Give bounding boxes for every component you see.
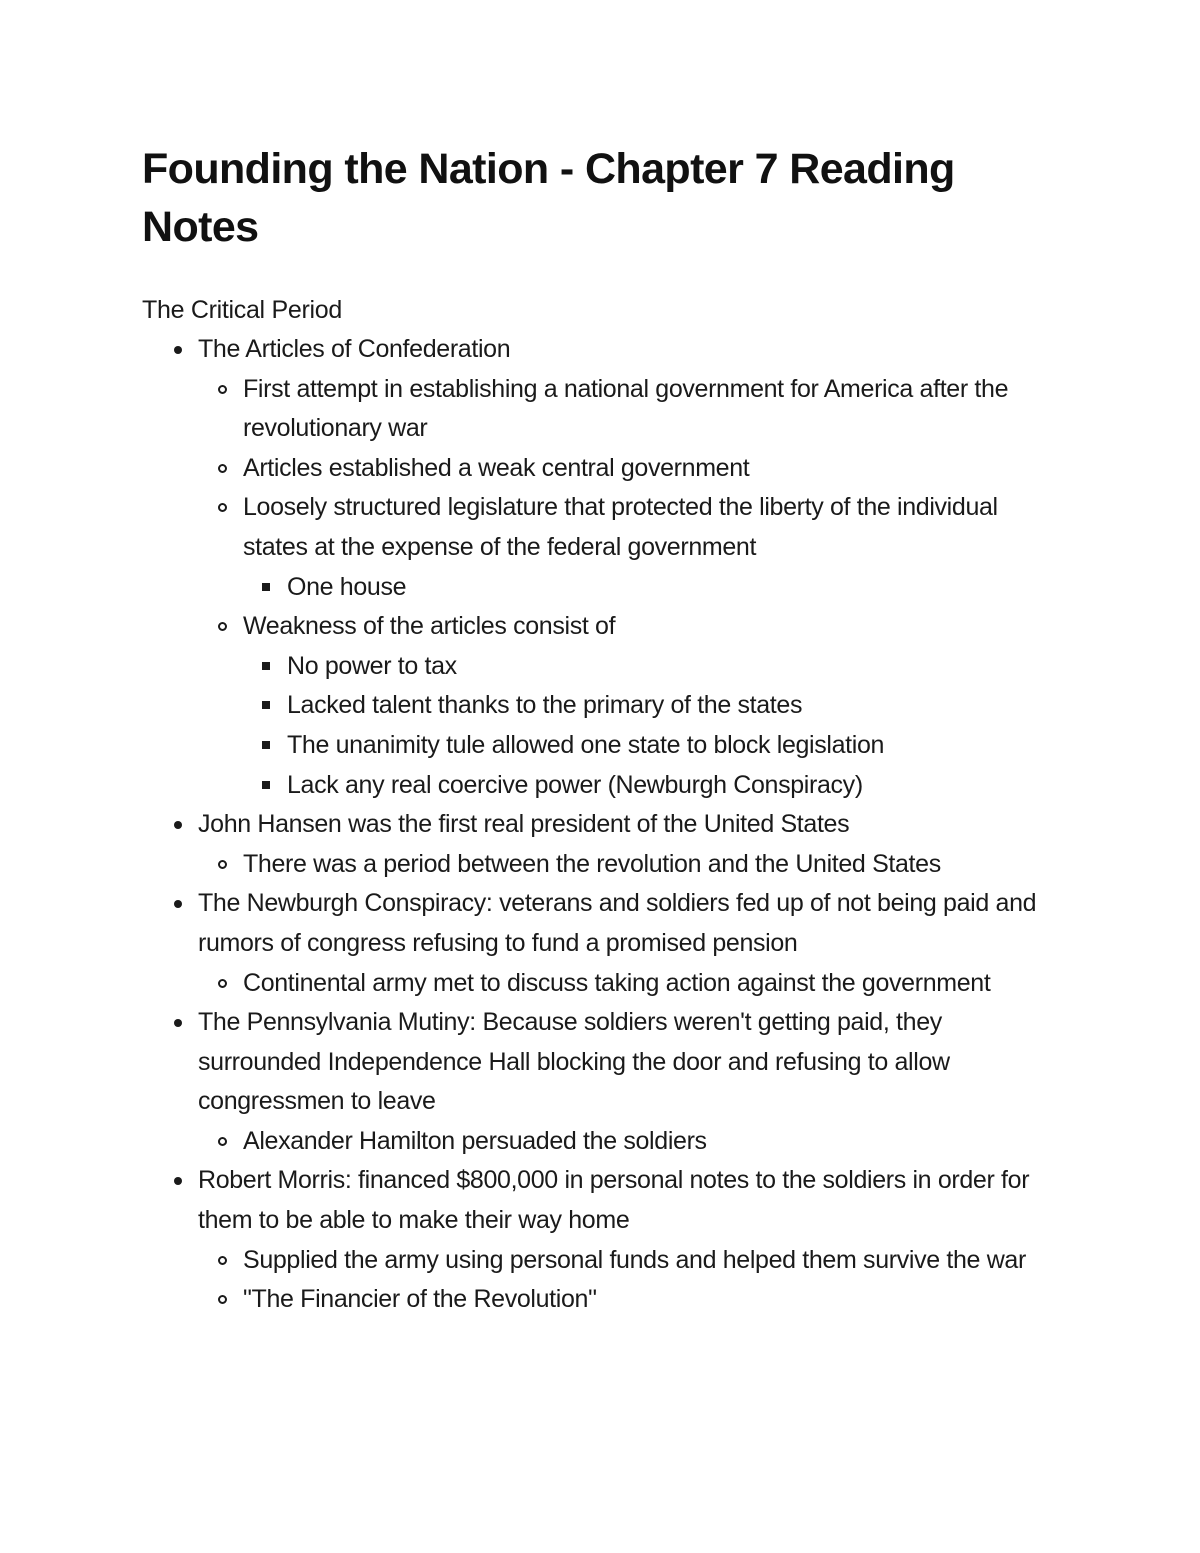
document-title: Founding the Nation - Chapter 7 Reading Notes [142, 145, 955, 251]
bullet-disc-icon [174, 1177, 182, 1185]
list-item-text: One house [287, 572, 407, 601]
list-item [198, 884, 1058, 963]
list-item [243, 607, 1058, 647]
list-item-text: Articles established a weak central government [243, 453, 750, 482]
list-item [243, 1122, 1058, 1162]
list-item-text: "The Financier of the Revolution" [243, 1285, 597, 1314]
list-item-text: Loosely structured legislature that protected the liberty of the individual states at the expense of the federal government [243, 493, 998, 561]
list-item [287, 568, 1057, 608]
list-item [198, 330, 1058, 370]
bullet-circle-icon [218, 979, 227, 988]
bullet-circle-icon [218, 503, 227, 512]
bullet-square-icon [262, 662, 270, 670]
list-item [243, 488, 1058, 567]
bullet-disc-icon [174, 1019, 182, 1027]
list-item-text: The Pennsylvania Mutiny: Because soldiers weren't getting paid, they surrounded Independence Hall blocking the door and refusing to allow congressmen to leave [198, 1008, 950, 1116]
document-page [142, 140, 1062, 1320]
list-item-text: Robert Morris: financed $800,000 in personal notes to the soldiers in order for them to be able to make their way home [198, 1166, 1030, 1235]
list-item [198, 1003, 1058, 1122]
list-item-text: First attempt in establishing a national government for America after the revolutionary war [243, 374, 1009, 443]
bullet-square-icon [262, 701, 270, 709]
bullet-circle-icon [218, 1295, 227, 1304]
list-item [243, 1241, 1058, 1281]
list-item-text: There was a period between the revolution and the United States [243, 849, 941, 878]
list-item [287, 726, 1057, 766]
bullet-circle-icon [218, 385, 227, 394]
list-item-text: The Articles of Confederation [198, 335, 511, 363]
bullet-square-icon [262, 741, 270, 749]
bullet-disc-icon [174, 821, 182, 829]
bullet-circle-icon [218, 1137, 227, 1146]
bullet-square-icon [262, 781, 270, 789]
list-item-text: No power to tax [287, 651, 457, 680]
list-item-text: Weakness of the articles consist of [243, 612, 616, 641]
list-item [287, 686, 1057, 726]
list-item-text: John Hansen was the first real president of the United States [198, 810, 850, 839]
list-item [243, 449, 1058, 489]
list-item [243, 964, 1058, 1004]
list-item [243, 845, 1058, 885]
section-heading: The Critical Period [142, 296, 342, 324]
list-item-text: Continental army met to discuss taking action against the government [243, 968, 991, 997]
list-item-text: The unanimity tule allowed one state to block legislation [287, 730, 885, 759]
list-item-text: The Newburgh Conspiracy: veterans and soldiers fed up of not being paid and rumors of congress refusing to fund a promised pension [198, 889, 1037, 957]
list-item [243, 1280, 1058, 1320]
bullet-circle-icon [218, 622, 227, 631]
bullet-circle-icon [218, 860, 227, 869]
list-item-text: Lacked talent thanks to the primary of the states [287, 691, 803, 720]
bullet-disc-icon [174, 346, 182, 354]
list-item [287, 766, 1057, 806]
bullet-circle-icon [218, 1256, 227, 1265]
bullet-square-icon [262, 583, 270, 591]
list-item [198, 805, 1058, 845]
list-item-text: Supplied the army using personal funds and helped them survive the war [243, 1245, 1026, 1274]
list-item-text: Alexander Hamilton persuaded the soldiers [243, 1126, 707, 1155]
list-item [243, 370, 1058, 449]
notes-list [142, 330, 1062, 1320]
list-item [287, 647, 1057, 687]
list-item [198, 1161, 1058, 1240]
bullet-disc-icon [174, 900, 182, 908]
bullet-circle-icon [218, 464, 227, 473]
list-item-text: Lack any real coercive power (Newburgh Conspiracy) [287, 770, 863, 799]
